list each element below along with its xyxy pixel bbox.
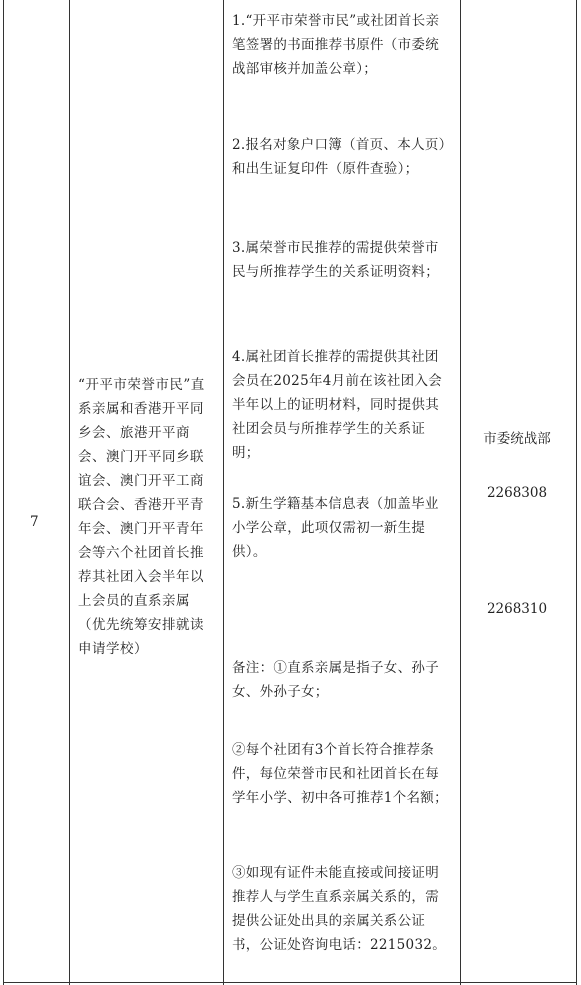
- department-name: 市委统战部: [483, 431, 551, 447]
- table-row-bottom-border: [3, 982, 577, 983]
- note-2: ②每个社团有3个首长符合推荐条件，每位荣誉市民和社团首长在每学年小学、初中各可推荐1个名额；: [232, 742, 448, 806]
- note-3: ③如现有证件未能直接或间接证明推荐人与学生直系亲属关系的，需提供公证处出具的亲属关系公证书，公证处咨询电话：2215032。: [232, 865, 447, 953]
- table-border-left: [3, 0, 4, 985]
- applicant-condition: “开平市荣誉市民”直系亲属和香港开平同乡会、旅港开平商会、澳门开平同乡联谊会、澳门开平工商联合会、香港开平青年会、澳门开平青年会等六个社团首长推荐其社团入会半年以上会员的直系亲属（优先统筹安排就读申请学校）: [78, 377, 205, 657]
- column-divider: [69, 0, 70, 985]
- material-item-4: 4.属社团首长推荐的需提供其社团会员在2025年4月前在该社团入会半年以上的证明材料，同时提供其社团会员与所推荐学生的关系证明；: [232, 349, 443, 461]
- material-item-2: 2.报名对象户口簿（首页、本人页）和出生证复印件（原件查验）；: [232, 137, 446, 177]
- material-item-3: 3.属荣誉市民推荐的需提供荣誉市民与所推荐学生的关系证明资料；: [232, 240, 439, 280]
- material-item-5: 5.新生学籍基本信息表（加盖毕业小学公章，此项仅需初一新生提供）。: [232, 496, 439, 560]
- table-border-right: [576, 0, 577, 985]
- material-item-1: 1.“开平市荣誉市民”或社团首长亲笔签署的书面推荐书原件（市委统战部审核并加盖公章）；: [232, 13, 440, 77]
- department-phone-2: 2268310: [486, 601, 548, 617]
- note-1: 备注：①直系亲属是指子女、孙子女、外孙子女；: [232, 660, 439, 700]
- department-phone-1: 2268308: [486, 485, 548, 501]
- row-number: 7: [30, 514, 39, 530]
- column-divider: [223, 0, 224, 985]
